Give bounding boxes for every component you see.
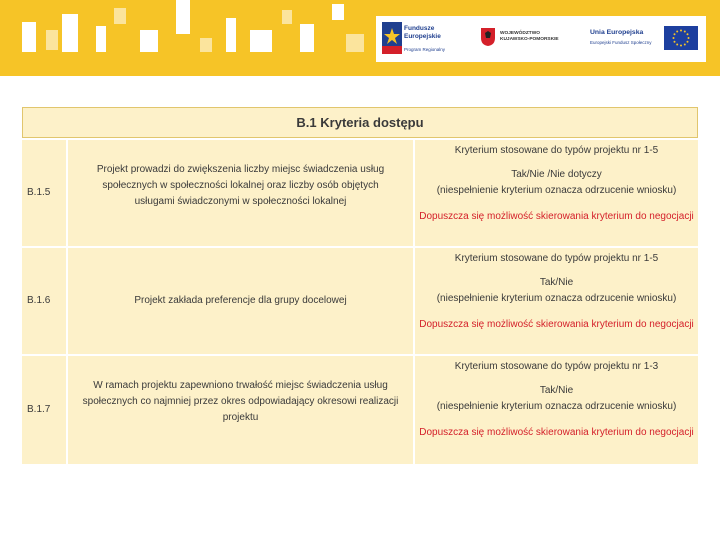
criteria-table <box>22 140 698 465</box>
criterion-id: B.1.5 <box>22 140 66 246</box>
decor-square <box>22 22 36 52</box>
header-banner <box>0 0 720 76</box>
decor-square <box>300 24 314 52</box>
criterion-value: Tak/Nie /Nie dotyczy <box>511 169 602 180</box>
ue-logo-sub: Europejski Fundusz Społeczny <box>590 40 652 45</box>
criterion-description: W ramach projektu zapewniono trwałość miejsc świadczenia usług społecznych co najmniej przez okres odpowiadający okresowi realizacji projektu <box>68 356 413 464</box>
decor-square <box>46 30 58 50</box>
criterion-remark: Dopuszcza się możliwość skierowania kryterium do negocjacji <box>419 211 694 222</box>
decor-square <box>332 4 344 20</box>
ue-logo-name: Unia Europejska <box>590 29 644 36</box>
decor-square <box>140 30 158 52</box>
criterion-note: (niespełnienie kryterium oznacza odrzucenie wniosku) <box>436 185 677 196</box>
criterion-remark: Dopuszcza się możliwość skierowania kryterium do negocjacji <box>419 319 694 330</box>
criterion-value: Tak/Nie <box>539 277 574 288</box>
decor-square <box>62 14 78 52</box>
table-row <box>22 140 698 246</box>
fundusze-europejskie-logo-icon <box>382 22 402 54</box>
table-row <box>22 356 698 464</box>
fe-logo-name: Fundusze Europejskie <box>404 25 441 40</box>
criterion-details <box>415 248 698 354</box>
criterion-id: B.1.6 <box>22 248 66 354</box>
criterion-scope: Kryterium stosowane do typów projektu nr 1-5 <box>454 145 659 156</box>
criterion-scope: Kryterium stosowane do typów projektu nr 1-5 <box>454 253 659 264</box>
decor-square <box>226 18 236 52</box>
criterion-details <box>415 140 698 246</box>
criterion-value: Tak/Nie <box>539 385 574 396</box>
decor-square <box>346 34 364 52</box>
decor-square <box>96 26 106 52</box>
fe-logo-sub: Program Regionalny <box>404 47 446 52</box>
voivodeship-crest-icon <box>480 27 496 47</box>
criterion-note: (niespełnienie kryterium oznacza odrzucenie wniosku) <box>436 293 677 304</box>
criterion-scope: Kryterium stosowane do typów projektu nr 1-3 <box>454 361 659 372</box>
criterion-id: B.1.7 <box>22 356 66 464</box>
decor-square <box>250 30 272 52</box>
criterion-note: (niespełnienie kryterium oznacza odrzucenie wniosku) <box>436 401 677 412</box>
criterion-details <box>415 356 698 464</box>
criterion-remark: Dopuszcza się możliwość skierowania kryterium do negocjacji <box>419 427 694 438</box>
decor-square <box>176 0 190 34</box>
woj-logo-name: WOJEWÓDZTWO KUJAWSKO-POMORSKIE <box>500 31 559 42</box>
section-title: B.1 Kryteria dostępu <box>22 107 698 138</box>
table-row <box>22 248 698 354</box>
decor-square <box>114 8 126 24</box>
criterion-description: Projekt prowadzi do zwiększenia liczby miejsc świadczenia usług społecznych w społeczności lokalnej oraz liczby osób objętych usługami świadczonymi w społeczności lokalnej <box>68 140 413 246</box>
logo-strip <box>376 16 706 62</box>
eu-flag-icon <box>664 26 698 50</box>
decor-square <box>200 38 212 52</box>
criterion-description: Projekt zakłada preferencje dla grupy docelowej <box>68 248 413 354</box>
decor-square <box>282 10 292 24</box>
